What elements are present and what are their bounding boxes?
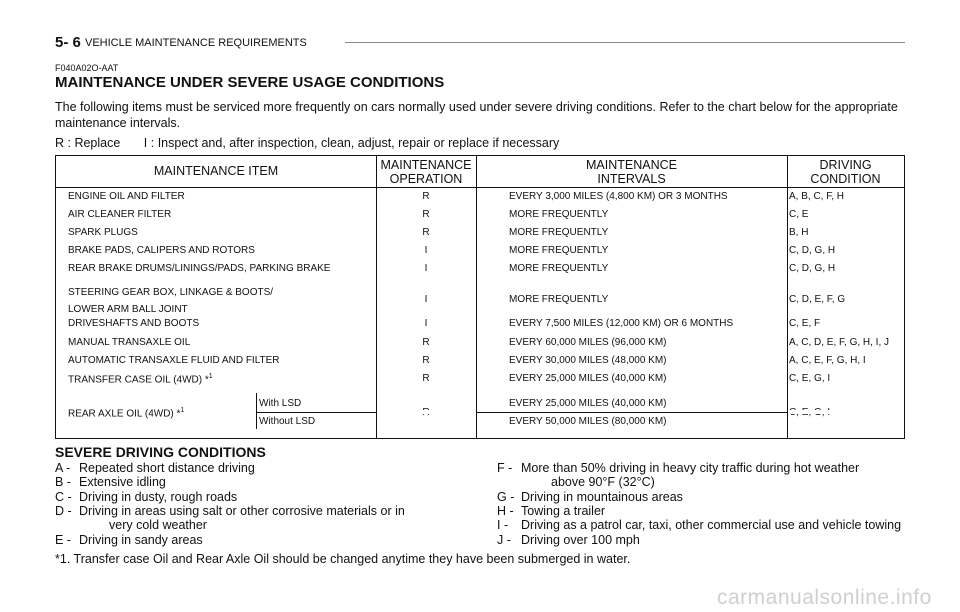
table-cell-operation: I bbox=[424, 294, 428, 305]
header-condition bbox=[787, 158, 904, 189]
condition-item bbox=[497, 518, 917, 532]
condition-text: Driving in mountainous areas bbox=[521, 489, 683, 504]
header-intervals-line1: MAINTENANCE bbox=[586, 158, 677, 172]
table-cell-item-text: TRANSFER CASE OIL (4WD) * bbox=[68, 374, 209, 386]
condition-code: C - bbox=[55, 489, 72, 504]
table-cell-item-text: REAR BRAKE DRUMS/LININGS/PADS, PARKING BRAKE bbox=[68, 263, 331, 274]
table-cell-item bbox=[68, 191, 185, 202]
table-cell-item-text: AUTOMATIC TRANSAXLE FLUID AND FILTER bbox=[68, 355, 280, 366]
table-cell-item-text: SPARK PLUGS bbox=[68, 227, 138, 238]
table-cell-item: LOWER ARM BALL JOINT bbox=[68, 304, 188, 315]
legend bbox=[55, 136, 579, 150]
table-cell-interval: MORE FREQUENTLY bbox=[509, 209, 609, 220]
table-cell-item bbox=[68, 245, 255, 256]
condition-text: Towing a trailer bbox=[521, 503, 606, 518]
table-cell-operation: R bbox=[422, 209, 430, 220]
table-cell-condition: C, E, F bbox=[789, 318, 821, 329]
condition-code: H - bbox=[497, 503, 514, 518]
maintenance-table bbox=[55, 155, 905, 439]
table-cell-condition: C, E, G, I bbox=[789, 373, 831, 384]
header-condition-line1: DRIVING bbox=[819, 158, 872, 172]
condition-item bbox=[55, 490, 475, 504]
condition-item bbox=[55, 503, 475, 533]
table-cell-item bbox=[68, 355, 280, 366]
condition-text: Driving as a patrol car, taxi, other commercial use and vehicle towing bbox=[521, 518, 902, 533]
table-cell-interval: EVERY 25,000 MILES (40,000 KM) bbox=[509, 373, 667, 384]
table-cell-item-text: AIR CLEANER FILTER bbox=[68, 209, 172, 220]
table-cell-interval: EVERY 30,000 MILES (48,000 KM) bbox=[509, 355, 667, 366]
condition-code: G - bbox=[497, 489, 515, 504]
table-cell-item bbox=[68, 373, 213, 385]
legend-inspect: I : Inspect and, after inspection, clean, adjust, repair or replace if necessary bbox=[143, 136, 560, 150]
table-cell-interval: EVERY 60,000 MILES (96,000 KM) bbox=[509, 337, 667, 348]
condition-item bbox=[497, 504, 917, 518]
watermark: carmanualsonline.info bbox=[717, 586, 932, 609]
table-cell-item-text: BRAKE PADS, CALIPERS AND ROTORS bbox=[68, 245, 255, 256]
table-cell-operation: R bbox=[422, 227, 430, 238]
op-cell-mask bbox=[377, 410, 476, 414]
header-operation-line2: OPERATION bbox=[389, 172, 463, 186]
section-title: VEHICLE MAINTENANCE REQUIREMENTS bbox=[85, 37, 307, 49]
page-title: MAINTENANCE UNDER SEVERE USAGE CONDITIONS bbox=[55, 74, 445, 91]
table-cell-item bbox=[68, 318, 199, 329]
table-cell-condition: C, D, E, F, G bbox=[789, 294, 846, 305]
condition-item bbox=[497, 461, 917, 490]
condition-code: F - bbox=[497, 461, 513, 475]
table-cell-condition: B, H bbox=[789, 227, 809, 238]
table-cell-interval: MORE FREQUENTLY bbox=[509, 263, 609, 274]
severe-conditions-title: SEVERE DRIVING CONDITIONS bbox=[55, 444, 266, 460]
condition-text: Repeated short distance driving bbox=[79, 461, 255, 475]
table-cell-condition: C, D, G, H bbox=[789, 245, 836, 256]
table-cell-operation: I bbox=[424, 245, 428, 256]
section-number: 5- 6 bbox=[55, 34, 81, 51]
table-cell-item bbox=[68, 337, 190, 348]
table-cell-condition: C, E bbox=[789, 209, 809, 220]
header-operation-line1: MAINTENANCE bbox=[380, 158, 472, 172]
condition-code: A - bbox=[55, 461, 71, 475]
header-condition-line2: CONDITION bbox=[810, 172, 881, 186]
table-cell-item: STEERING GEAR BOX, LINKAGE & BOOTS/ bbox=[68, 287, 274, 298]
header-rule bbox=[345, 42, 905, 43]
condition-code: B - bbox=[55, 475, 71, 490]
page-header bbox=[55, 34, 905, 50]
table-cell-operation: R bbox=[422, 373, 430, 384]
condition-text: Driving over 100 mph bbox=[521, 532, 640, 547]
table-cell-item bbox=[68, 227, 138, 238]
condition-code: I - bbox=[497, 518, 509, 533]
table-cell-item bbox=[68, 209, 171, 220]
condition-item bbox=[55, 533, 475, 547]
table-cell-operation: R bbox=[422, 337, 430, 348]
condition-item bbox=[55, 461, 475, 475]
table-cell-operation: I bbox=[424, 318, 428, 329]
condition-text: More than 50% driving in heavy city traffic during hot weather bbox=[521, 461, 860, 475]
condition-item bbox=[497, 533, 917, 547]
table-cell-item bbox=[68, 263, 330, 274]
condition-text: Driving in sandy areas bbox=[79, 532, 203, 547]
table-cell-operation: R bbox=[422, 355, 430, 366]
table-cell-interval: MORE FREQUENTLY bbox=[509, 294, 609, 305]
table-cell-operation: I bbox=[424, 263, 428, 274]
footnote: *1. Transfer case Oil and Rear Axle Oil should be changed anytime they have been submerged in water. bbox=[55, 552, 631, 566]
legend-replace: R : Replace bbox=[55, 136, 121, 150]
subitem-divider bbox=[256, 412, 787, 413]
table-cell-condition: A, B, C, F, H bbox=[789, 191, 845, 202]
condition-code: E - bbox=[55, 532, 71, 547]
table-cell-interval: MORE FREQUENTLY bbox=[509, 245, 609, 256]
header-intervals bbox=[476, 158, 787, 189]
footnote-marker: 1 bbox=[180, 407, 185, 414]
condition-text-cont: very cold weather bbox=[109, 518, 207, 533]
table-cell-item-text: MANUAL TRANSAXLE OIL bbox=[68, 337, 191, 348]
table-cell-subitem: Without LSD bbox=[259, 416, 316, 427]
subitem-divider bbox=[256, 393, 257, 429]
table-cell-interval: EVERY 3,000 MILES (4,800 KM) OR 3 MONTHS bbox=[509, 191, 728, 202]
condition-text: Extensive idling bbox=[79, 475, 166, 490]
column-divider bbox=[476, 156, 477, 438]
condition-text-cont: above 90°F (32°C) bbox=[551, 475, 655, 490]
condition-item bbox=[497, 490, 917, 504]
header-item: MAINTENANCE ITEM bbox=[153, 164, 279, 178]
table-cell-condition: C, D, G, H bbox=[789, 263, 836, 274]
table-cell-interval: EVERY 50,000 MILES (80,000 KM) bbox=[509, 416, 667, 427]
cond-cell-mask bbox=[788, 410, 904, 414]
condition-code: D - bbox=[55, 503, 72, 518]
header-intervals-line2: INTERVALS bbox=[597, 172, 666, 186]
header-operation bbox=[376, 158, 476, 189]
table-cell-interval: EVERY 25,000 MILES (40,000 KM) bbox=[509, 398, 667, 409]
condition-text: Driving in dusty, rough roads bbox=[79, 489, 238, 504]
table-cell-subitem: With LSD bbox=[259, 398, 302, 409]
table-cell-interval: MORE FREQUENTLY bbox=[509, 227, 609, 238]
table-cell-condition: A, C, D, E, F, G, H, I, J bbox=[789, 337, 890, 348]
table-cell-item bbox=[68, 407, 184, 419]
condition-code: J - bbox=[497, 532, 511, 547]
column-divider bbox=[787, 156, 788, 438]
table-cell-condition: A, C, E, F, G, H, I bbox=[789, 355, 866, 366]
intro-paragraph: The following items must be serviced more frequently on cars normally used under severe driving conditions. Refer to the chart below for the appropriate maintenance intervals. bbox=[55, 100, 898, 130]
doc-code: F040A02O-AAT bbox=[55, 63, 119, 73]
condition-text: Driving in areas using salt or other corrosive materials or in bbox=[79, 503, 405, 518]
table-cell-item-text: DRIVESHAFTS AND BOOTS bbox=[68, 318, 200, 329]
header-divider bbox=[56, 187, 904, 188]
condition-item bbox=[55, 475, 475, 489]
table-cell-interval: EVERY 7,500 MILES (12,000 KM) OR 6 MONTHS bbox=[509, 318, 734, 329]
table-cell-item-text: ENGINE OIL AND FILTER bbox=[68, 191, 185, 202]
footnote-marker: 1 bbox=[208, 373, 213, 380]
table-cell-item-text: REAR AXLE OIL (4WD) * bbox=[68, 408, 181, 420]
table-cell-operation: R bbox=[422, 191, 430, 202]
